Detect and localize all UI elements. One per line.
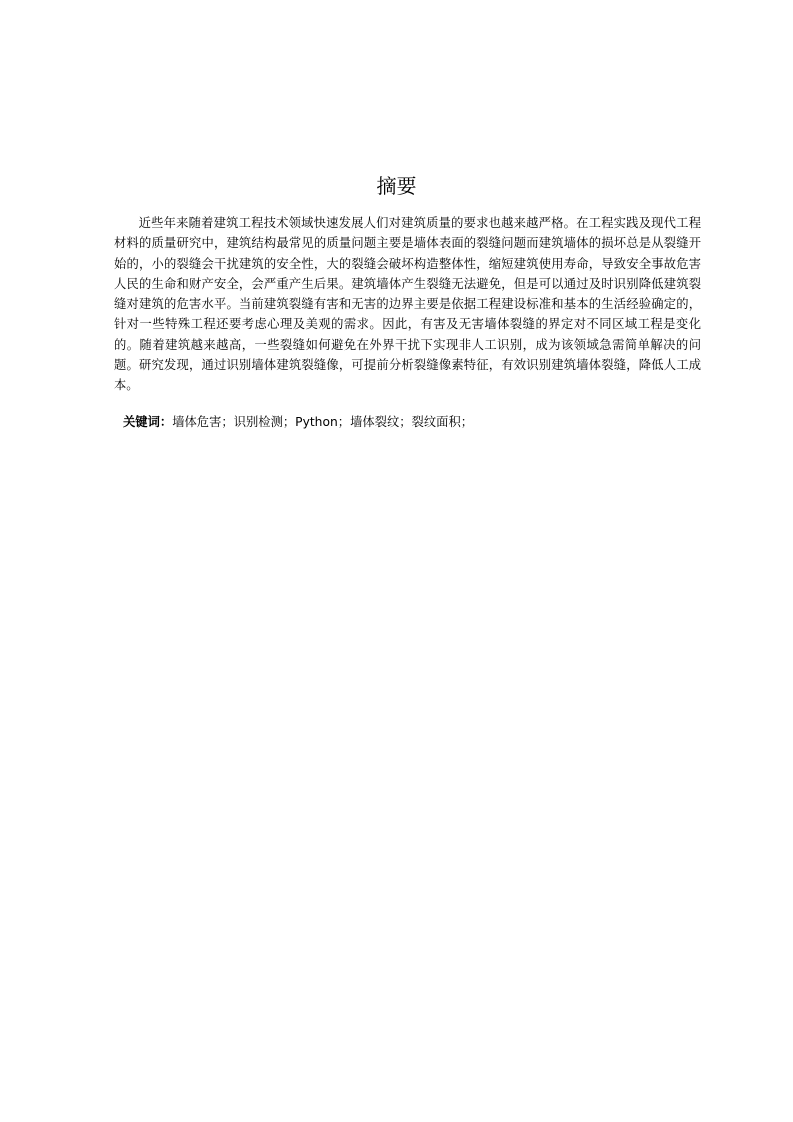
keywords-text: 墙体危害；识别检测；Python；墙体裂纹；裂纹面积； (172, 415, 474, 429)
abstract-title: 摘要 (376, 174, 417, 198)
keywords-line (123, 412, 683, 432)
abstract-body: 近些年来随着建筑工程技术领域快速发展人们对建筑质量的要求也越来越严格。在工程实践及现代工程材料的质量研究中，建筑结构最常见的质量问题主要是墙体表面的裂缝问题而建筑墙体的损坏总是从裂缝开始的，小的裂缝会干扰建筑的安全性，大的裂缝会破坏构造整体性，缩短建筑使用寿命，导致安全事故危害人民的生命和财产安全，会严重产生后果。建筑墙体产生裂缝无法避免，但是可以通过及时识别降低建筑裂缝对建筑的危害水平。当前建筑裂缝有害和无害的边界主要是依据工程建设标准和基本的生活经验确定的，针对一些特殊工程还要考虑心理及美观的需求。因此，有害及无害墙体裂缝的界定对不同区域工程是变化的。随着建筑越来越高，一些裂缝如何避免在外界干扰下实现非人工识别，成为该领域急需简单解决的问题。研究发现，通过识别墙体建筑裂缝像，可提前分析裂缝像素特征，有效识别建筑墙体裂缝，降低人工成本。 (114, 216, 701, 393)
keywords-label: 关键词： (123, 415, 173, 429)
